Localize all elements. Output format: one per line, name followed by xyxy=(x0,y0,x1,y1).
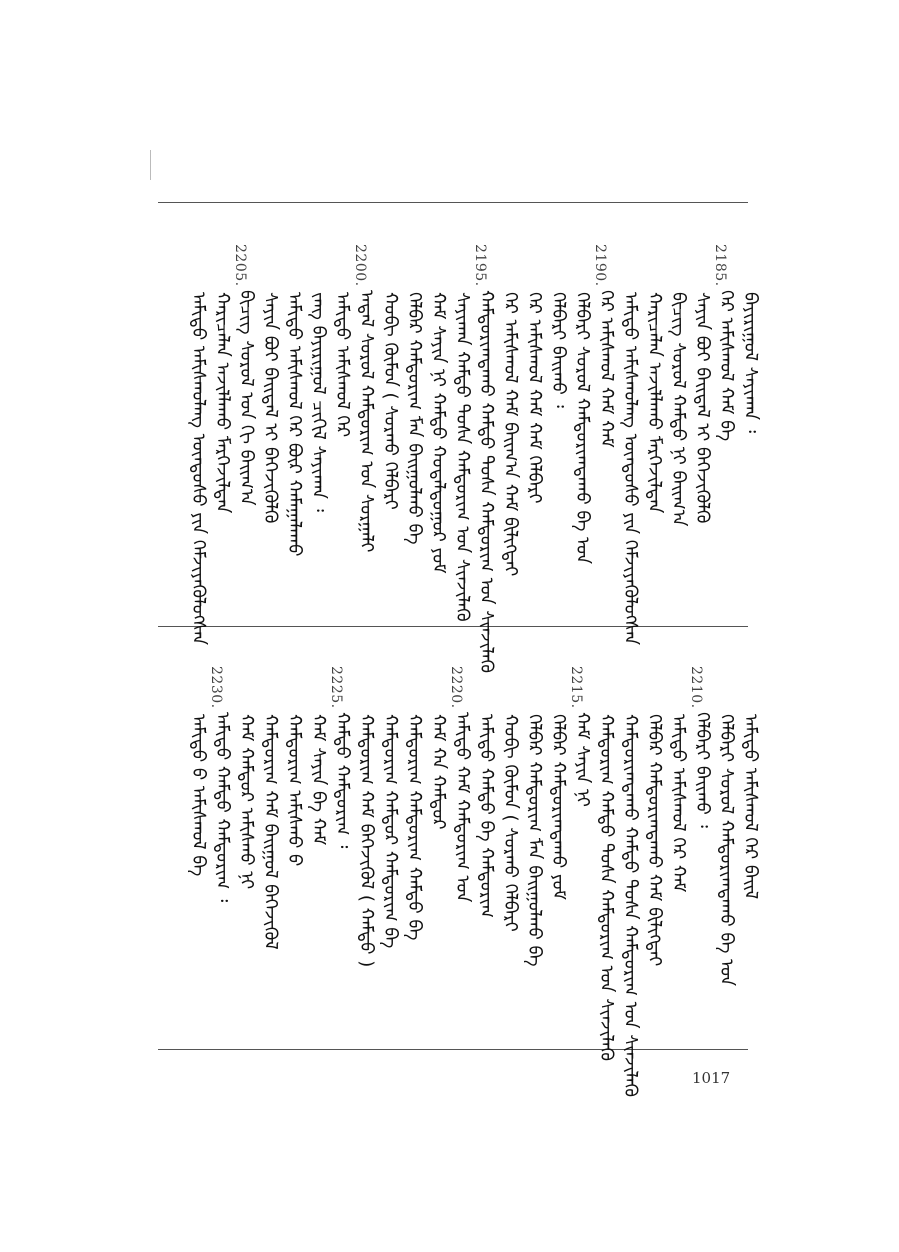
line-number: 2195. xyxy=(472,244,488,287)
line-text: ᠬᠡᠯᠪᠡᠷᠢ ᠰᠤᠷᠤᠯ ᠬᠠᠮᠲᠤᠷᠢᠭᠳᠠᠬᠤ ᠪᠠ ᠤᠨ xyxy=(716,714,737,987)
verse-line xyxy=(304,666,328,1036)
verse-line xyxy=(376,666,400,1036)
verse-line xyxy=(352,666,376,1036)
line-text: ᠬᠡᠯᠪᠡᠷ ᠬᠠᠮᠲᠤᠷᠢᠭᠳᠠᠬᠤ ᠬᠠᠮ ᠪᠢᠯᠢᠭᠲᠡᠢ xyxy=(644,714,665,967)
line-text: ᠠᠮᠢᠳᠤ ᠠᠮᠢᠰᠬᠤᠯᠠᠩ ᠦᠨᠳᠦᠰᠦ ᠶᠢᠨ ᠬᠡᠮᠵᠢᠶᠡᠭᠦᠯᠦᠭᠰᠡᠨ xyxy=(620,292,641,646)
line-text: ᠠᠳᠠᠯ ᠰᠤᠷᠤᠯ ᠬᠠᠮᠲᠤᠷᠢᠭ ᠤᠨ ᠰᠤᠷᠭᠠᠯᠢ xyxy=(356,290,377,553)
line-text: ᠪᠠᠶᠢᠷᠢᠭᠤᠯ ᠰᠠᠶᠢᠬᠠᠨ ᠄ xyxy=(740,292,761,434)
verse-line xyxy=(568,244,592,614)
verse-line xyxy=(280,244,304,614)
verse-line xyxy=(712,666,736,1036)
line-number: 2205. xyxy=(232,244,248,287)
verse-line xyxy=(592,666,617,1061)
line-number: 2230. xyxy=(208,666,224,709)
verse-line xyxy=(544,666,568,1036)
line-text: ᠬᠠᠮ ᠰᠠᠶᠢᠨ ᠨᠢ xyxy=(572,712,593,807)
verse-line xyxy=(592,244,616,614)
line-text: ᠬᠡᠷ ᠠᠮᠢᠰᠬᠤᠯ ᠬᠠᠮ ᠪᠠᠢᠭ᠎ᠠ ᠬᠠᠮ ᠪᠢᠯᠢᠭᠲᠡᠢ xyxy=(500,292,521,577)
verse-line xyxy=(400,244,424,614)
verse-line xyxy=(472,244,497,674)
verse-line xyxy=(472,666,496,1036)
line-text: ᠬᠠᠮᠲᠤᠷᠢᠭ ᠬᠠᠮᠲᠤᠷᠢᠭ ᠬᠠᠮᠲᠤ ᠪᠠ xyxy=(404,714,425,941)
line-text: ᠬᠡᠯᠪᠡᠷ ᠬᠠᠮᠲᠤᠷᠢᠭ ᠮᠠᠨ ᠪᠠᠢᠭᠤᠯᠬᠤ ᠪᠠ xyxy=(524,714,545,967)
line-text: ᠬᠠᠮᠲᠤᠷᠢᠭᠳᠠᠬᠤ ᠬᠠᠮᠲᠤ ᠲᠤᠰᠠ ᠬᠠᠮᠲᠤᠷᠢᠭ ᠤᠨ ᠰᠢᠨᠵᠢᠯᠡᠬᠦ xyxy=(620,714,641,1098)
line-text: ᠬᠠᠮ ᠰᠠᠶᠢᠨ ᠪᠠ ᠬᠠᠮ xyxy=(308,714,329,846)
line-number: 2225. xyxy=(328,666,344,709)
verse-line xyxy=(520,666,544,1036)
verse-line xyxy=(280,666,304,1036)
line-text: ᠬᠠᠷᠢᠴᠠᠯᠠᠨ ᠠᠵᠢᠯᠯᠠᠬᠤ ᠮᠡᠷᠭᠡᠵᠢᠯᠲᠡᠨ xyxy=(644,292,665,514)
top-rule xyxy=(158,202,748,203)
verse-line xyxy=(568,666,592,1036)
line-number: 2185. xyxy=(712,244,728,287)
line-text: ᠪᠢᠴᠢᠭ ᠰᠤᠷᠤᠯ ᠤᠨ ᠬᠢ ᠪᠠᠢᠭ᠎ᠠ xyxy=(236,290,257,506)
verse-line xyxy=(232,244,256,614)
verse-line xyxy=(208,666,232,1036)
line-text: ᠬᠠᠮᠲᠤᠷᠢᠭ ᠬᠠᠮᠲᠤᠷ ᠬᠠᠮᠲᠤᠷᠢᠭ ᠪᠠ xyxy=(380,714,401,949)
verse-line xyxy=(496,666,520,1036)
verse-line xyxy=(256,244,280,614)
bottom-rule xyxy=(158,1049,748,1050)
verse-line xyxy=(616,244,641,646)
verse-line xyxy=(544,244,568,614)
line-text: ᠠᠮᠢᠳᠤ ᠠᠮᠢᠰᠬᠤᠯ ᠬᠡᠷ ᠪᠦᠷ ᠬᠠᠮᠠᠭᠠᠯᠠᠬᠤ xyxy=(284,292,305,557)
margin-mark xyxy=(150,150,151,180)
line-number: 2220. xyxy=(448,666,464,709)
verse-line xyxy=(328,244,352,614)
line-text: ᠬᠤᠪᠢ ᠬᠦᠮᠦᠨ ( ᠰᠤᠷᠬᠤ ᠬᠡᠯᠪᠡᠷᠢ xyxy=(500,714,521,932)
verse-line xyxy=(304,244,328,614)
line-text: ᠬᠡᠯᠪᠡᠷ ᠬᠠᠮᠲᠤᠷᠢᠭ ᠮᠠᠨ ᠪᠠᠢᠭᠤᠯᠬᠤ ᠪᠠ xyxy=(404,292,425,545)
middle-rule xyxy=(158,626,748,627)
line-text: ᠬᠡᠯᠪᠡᠷᠢ ᠰᠤᠷᠤᠯ ᠬᠠᠮᠲᠤᠷᠢᠭᠳᠠᠬᠤ ᠪᠠ ᠤᠨ xyxy=(572,292,593,565)
line-text: ᠠᠮᠢᠳᠤ ᠠᠮᠢᠰᠬᠤᠯ ᠬᠡᠷ ᠪᠠᠢᠯ xyxy=(740,714,761,900)
line-text: ᠬᠠᠮᠲᠤᠷᠢᠭᠳᠠᠬᠤ ᠬᠠᠮᠲᠤ ᠲᠤᠰᠠ ᠬᠠᠮᠲᠤᠷᠢᠭ ᠤᠨ ᠰᠢᠨᠵᠢᠯᠡᠬᠦ xyxy=(476,290,497,674)
verse-line xyxy=(352,244,376,614)
line-text: ᠠᠮᠢᠳᠤ ᠠᠮᠢᠰᠬᠤᠯ ᠬᠡᠷ ᠬᠠᠮ xyxy=(668,714,689,893)
line-text: ᠬᠠᠮᠲᠤᠷᠢᠭ ᠠᠮᠢᠰᠬᠤ ᠪ xyxy=(284,714,305,867)
verse-line xyxy=(736,666,760,1036)
line-text: ᠬᠠᠷᠢᠴᠠᠯᠠᠨ ᠠᠵᠢᠯᠯᠠᠬᠤ ᠮᠡᠷᠭᠡᠵᠢᠯᠲᠡᠨ xyxy=(212,292,233,514)
line-text: ᠬᠠᠮᠲᠤᠷᠢᠭ ᠬᠠᠮ ᠪᠡᠬᠡᠵᠢᠭᠦᠯ ( ᠬᠠᠮᠲᠤ ) xyxy=(356,714,377,968)
line-text: ᠬᠤᠪᠢ ᠬᠦᠮᠦᠨ ( ᠰᠤᠷᠬᠤ ᠬᠡᠯᠪᠡᠷᠢ xyxy=(380,292,401,510)
verse-line xyxy=(424,666,448,1036)
verse-line xyxy=(256,666,280,1036)
line-text: ᠬᠠᠮᠲᠤᠷᠢᠭ ᠬᠠᠮᠲᠤ ᠲᠤᠰᠠ ᠬᠠᠮᠲᠤᠷᠢᠭ ᠤᠨ ᠰᠢᠨᠵᠢᠯᠡᠬᠦ xyxy=(596,714,617,1061)
line-text: ᠬᠠᠮ ᠬᠠᠮᠲᠤᠷ ᠠᠮᠢᠰᠬᠤ ᠨᠢ xyxy=(236,714,257,890)
verse-line xyxy=(688,244,712,614)
line-text: ᠠᠮᠢᠳᠤ ᠬᠠᠮᠲᠤ ᠬᠠᠮᠲᠤᠷᠢᠭ ᠄ xyxy=(212,712,233,903)
verse-line xyxy=(616,666,641,1098)
line-text: ᠪᠢᠴᠢᠭ ᠰᠤᠷᠤᠯ ᠬᠠᠮᠲᠤ ᠨᠢ ᠪᠠᠢᠭ᠎ᠠ xyxy=(668,292,689,527)
verse-line xyxy=(664,666,688,1036)
line-text: ᠬᠠᠮᠲᠤᠷᠢᠭ ᠬᠠᠮ ᠪᠠᠢᠭᠤᠯ ᠪᠡᠬᠡᠵᠢᠭᠦᠯ xyxy=(260,714,281,950)
verse-line xyxy=(208,244,232,614)
verse-line xyxy=(640,666,664,1036)
line-text: ᠠᠮᠢᠳᠤ ᠠᠮᠢᠰᠬᠤᠯ ᠬᠡᠷ xyxy=(332,292,353,438)
verse-line xyxy=(232,666,256,1036)
line-number: 2200. xyxy=(352,244,368,287)
verse-line xyxy=(448,244,473,622)
verse-line xyxy=(736,244,760,614)
verse-line xyxy=(400,666,424,1036)
line-text: ᠬᠡᠯᠪᠡᠷ ᠬᠠᠮᠲᠤᠷᠢᠭᠳᠠᠬᠤ ᠶᠤᠮ xyxy=(548,714,569,900)
line-text: ᠬᠡᠷ ᠠᠮᠢᠰᠬᠤᠯ ᠬᠠᠮ ᠪᠠ xyxy=(716,290,737,442)
verse-line xyxy=(184,244,209,646)
line-text: ᠵᠠᠩ ᠪᠠᠶᠢᠷᠢᠭᠤᠯ ᠴᠢᠬᠢᠯ ᠰᠠᠶᠢᠬᠠᠨ ᠄ xyxy=(308,292,329,512)
line-text: ᠰᠠᠶᠢᠨ ᠪᠤᠢ ᠪᠠᠢᠳᠠᠯ ᠢ ᠪᠡᠬᠡᠵᠢᠭᠦᠯᠬᠦ xyxy=(260,292,281,524)
line-text: ᠬᠡᠯᠪᠡᠷᠢ ᠪᠠᠢᠬᠤ ᠄ xyxy=(548,292,569,408)
line-text: ᠠᠮᠢᠳᠤ ᠪ ᠠᠮᠢᠰᠬᠤᠯ ᠪᠠ xyxy=(188,714,209,877)
verse-line xyxy=(448,666,472,1036)
page-number: 1017 xyxy=(692,1069,731,1087)
line-text: ᠰᠠᠶᠢᠨ ᠪᠤᠢ ᠪᠠᠢᠳᠠᠯ ᠢ ᠪᠡᠬᠡᠵᠢᠭᠦᠯᠬᠦ xyxy=(692,292,713,524)
line-text: ᠬᠠᠮᠲᠤ ᠬᠠᠮᠲᠤᠷᠢᠭ ᠄ xyxy=(332,712,353,849)
line-number: 2215. xyxy=(568,666,584,709)
line-text: ᠬᠠᠮ ᠰᠠᠶᠢᠨ ᠨᠢ ᠬᠠᠮᠲᠤ ᠬᠤᠳᠠᠯᠳᠤᠭᠤᠷ ᠶᠤᠮ xyxy=(428,292,449,574)
line-text: ᠬᠡᠷ ᠠᠮᠢᠰᠬᠤᠯ ᠬᠠᠮ ᠬᠠᠮ ᠬᠡᠯᠪᠡᠷᠢ xyxy=(524,292,545,504)
verse-line xyxy=(664,244,688,614)
verse-line xyxy=(712,244,736,614)
line-number: 2190. xyxy=(592,244,608,287)
line-text: ᠰᠠᠶᠢᠬᠠᠨ ᠬᠠᠮᠲᠤ ᠲᠤᠰᠠ ᠬᠠᠮᠲᠤᠷᠢᠭ ᠤᠨ ᠰᠢᠨᠵᠢᠯᠡᠬᠦ xyxy=(452,292,473,622)
verse-line xyxy=(376,244,400,614)
line-text: ᠬᠡᠯᠪᠡᠷᠢ ᠪᠠᠢᠬᠤ ᠄ xyxy=(692,712,713,828)
line-number: 2210. xyxy=(688,666,704,709)
line-text: ᠬᠡᠷ ᠠᠮᠢᠰᠬᠤᠯ ᠬᠠᠮ ᠬᠠᠮ xyxy=(596,290,617,448)
verse-line xyxy=(520,244,544,614)
line-text: ᠠᠮᠢᠳᠤ ᠠᠮᠢᠰᠬᠤᠯᠠᠩ ᠦᠨᠳᠦᠰᠦ ᠶᠢᠨ ᠬᠡᠮᠵᠢᠶᠡᠭᠦᠯᠦᠭᠰᠡᠨ xyxy=(188,292,209,646)
line-text: ᠠᠮᠢᠳᠤ ᠬᠠᠮ ᠬᠠᠮᠲᠤᠷᠢᠭ ᠤᠨ xyxy=(452,712,473,903)
verse-line xyxy=(424,244,448,614)
verse-block-1 xyxy=(158,244,761,674)
verse-line xyxy=(328,666,352,1036)
verse-line xyxy=(496,244,520,614)
verse-line xyxy=(184,666,208,1036)
line-text: ᠬᠠᠮ ᠬᠠ ᠬᠠᠮᠲᠤᠷ xyxy=(428,714,449,830)
verse-line xyxy=(640,244,664,614)
verse-line xyxy=(688,666,712,1036)
line-text: ᠠᠮᠢᠳᠤ ᠬᠠᠮᠲᠤ ᠪᠠ ᠬᠠᠮᠲᠤᠷᠢᠭ xyxy=(476,714,497,918)
